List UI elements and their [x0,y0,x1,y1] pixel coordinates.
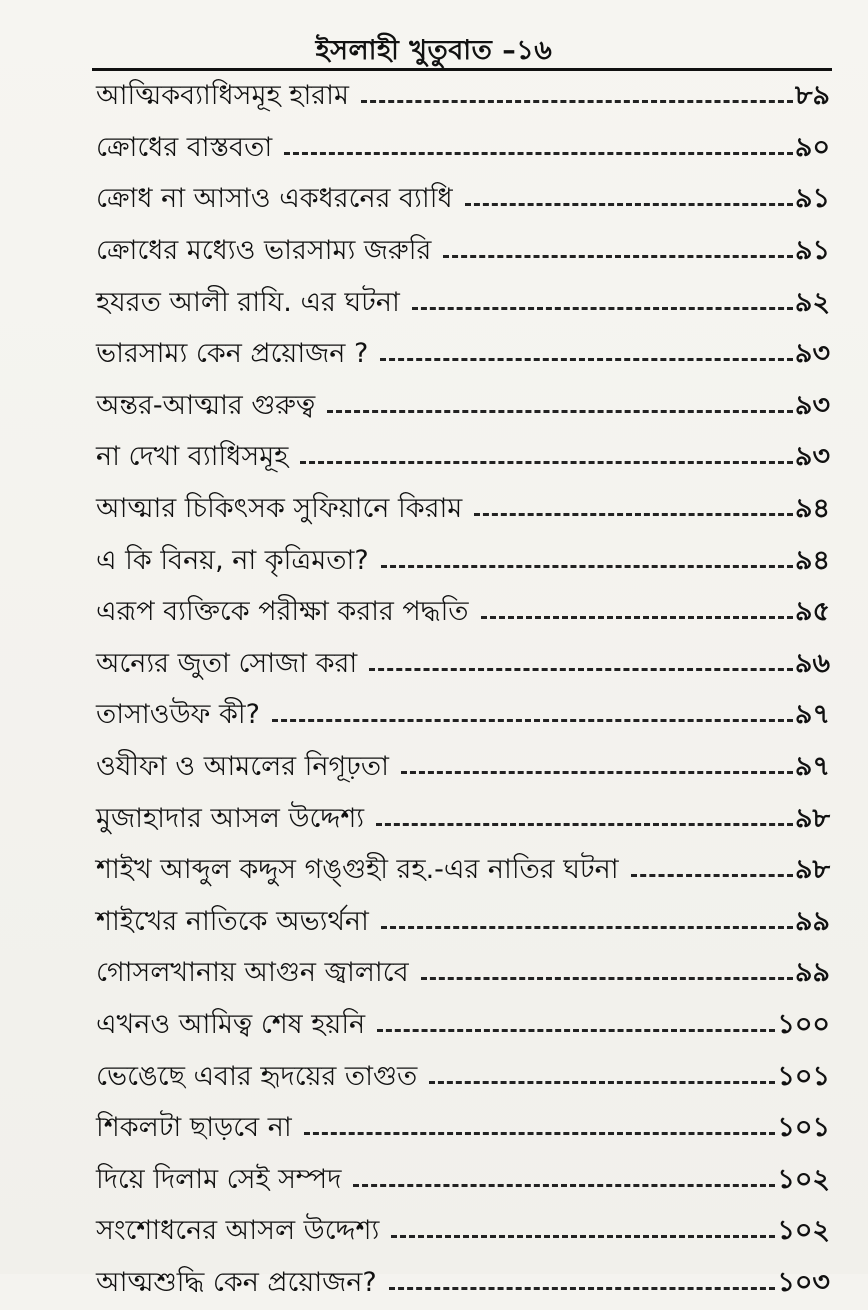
toc-leader [300,461,793,464]
toc-entry [96,1052,830,1104]
toc-entry [96,949,830,1001]
toc-leader [369,668,793,671]
toc-entry-page: ১০৩ [777,1266,830,1298]
toc-leader [284,152,793,155]
toc-entry-page: ১০০ [777,1008,830,1040]
toc-entry-title: এখনও আমিত্ব শেষ হয়নি [96,1008,366,1040]
toc-entry-title: অন্যের জুতা সোজা করা [96,647,358,679]
toc-entry-page: ১০২ [777,1215,830,1247]
toc-entry-title: দিয়ে দিলাম সেই সম্পদ [96,1163,342,1195]
toc-entry-page: ৯৪ [794,544,830,576]
toc-entry [96,1207,830,1259]
toc-entry [96,898,830,950]
toc-entry-title: শিকলটা ছাড়বে না [96,1112,292,1144]
toc-entry-page: ৯৭ [794,751,830,783]
toc-entry-title: অন্তর-আত্মার গুরুত্ব [96,389,316,421]
toc-entry-page: ১০১ [777,1060,830,1092]
toc-entry [96,485,830,537]
toc-entry [96,330,830,382]
toc-entry-title: শাইখের নাতিকে অভ্যর্থনা [96,905,369,937]
toc-leader [465,203,793,206]
toc-leader [429,1081,775,1084]
toc-entry-title: ভেঙেছে এবার হৃদয়ের তাগুত [96,1060,418,1092]
toc-entry-page: ৮৯ [794,80,830,112]
toc-entry-title: ভারসাম্য কেন প্রয়োজন ? [96,338,369,370]
toc-leader [481,616,793,619]
toc-entry [96,278,830,330]
toc-entry-page: ৯৩ [794,441,830,473]
toc-entry [96,846,830,898]
toc-leader [391,1235,775,1238]
toc-leader [381,926,793,929]
toc-leader [376,823,793,826]
toc-leader [353,1184,775,1187]
toc-entry [96,691,830,743]
toc-entry-page: ৯২ [794,286,830,318]
toc-leader [327,410,793,413]
toc-entry-title: ক্রোধ না আসাও একধরনের ব্যাধি [96,183,453,215]
toc-entry [96,124,830,176]
toc-entry-title: না দেখা ব্যাধিসমূহ [96,441,289,473]
toc-leader [474,513,793,516]
toc-leader [389,1287,776,1290]
toc-entry-title: এরূপ ব্যক্তিকে পরীক্ষা করার পদ্ধতি [96,596,469,628]
toc-leader [304,1132,776,1135]
toc-entry [96,1155,830,1207]
toc-entry-title: এ কি বিনয়, না কৃত্রিমতা? [96,544,369,576]
toc-entry-page: ৯৭ [794,699,830,731]
toc-entry [96,743,830,795]
toc-entry [96,640,830,692]
toc-entry-page: ৯৮ [794,802,830,834]
toc-leader [631,874,793,877]
toc-entry [96,382,830,434]
toc-entry-page: ৯৬ [794,647,830,679]
toc-entry [96,794,830,846]
toc-entry [96,588,830,640]
toc-entry-page: ৯৩ [794,338,830,370]
toc-entry-page: ৯১ [794,183,830,215]
toc-entry-title: আত্মশুদ্ধি কেন প্রয়োজন? [96,1266,377,1298]
toc-entry-page: ১০২ [777,1163,830,1195]
table-of-contents [96,72,830,1310]
toc-leader [443,255,793,258]
toc-leader [361,100,793,103]
toc-entry-page: ৯৪ [794,493,830,525]
toc-leader [421,977,793,980]
toc-entry-page: ৯৮ [794,854,830,886]
toc-entry [96,433,830,485]
toc-entry [96,1001,830,1053]
toc-entry-title: হযরত আলী রাযি. এর ঘটনা [96,286,400,318]
toc-entry [96,175,830,227]
toc-leader [381,565,793,568]
toc-entry-page: ৯৩ [794,389,830,421]
toc-entry-title: ক্রোধের বাস্তবতা [96,131,273,163]
toc-entry-title: শাইখ আব্দুল কদ্দুস গঙ্গুহী রহ.-এর নাতির ঘটনা [96,854,619,886]
toc-entry-title: তাসাওউফ কী? [96,699,260,731]
toc-entry-title: মুজাহাদার আসল উদ্দেশ্য [96,802,365,834]
toc-entry-page: ৯৯ [794,905,830,937]
toc-leader [412,307,793,310]
toc-entry-title: ক্রোধের মধ্যেও ভারসাম্য জরুরি [96,235,432,267]
toc-leader [377,1029,775,1032]
toc-entry-page: ৯১ [794,235,830,267]
toc-entry [96,1259,830,1310]
toc-entry-page: ১০১ [777,1112,830,1144]
toc-leader [401,771,793,774]
toc-leader [272,719,793,722]
toc-leader [380,358,793,361]
toc-entry-title: গোসলখানায় আগুন জ্বালাবে [96,957,409,989]
running-header-title: ইসলাহী খুতুবাত –১৬ [315,35,553,66]
toc-entry-page: ৯০ [794,131,830,163]
toc-entry [96,227,830,279]
toc-entry-page: ৯৫ [794,596,830,628]
toc-entry-page: ৯৯ [794,957,830,989]
toc-entry [96,1104,830,1156]
toc-entry-title: ওযীফা ও আমলের নিগূঢ়তা [96,751,389,783]
header-rule [92,68,832,71]
toc-entry-title: আত্মার চিকিৎসক সুফিয়ানে কিরাম [96,493,463,525]
toc-entry-title: সংশোধনের আসল উদ্দেশ্য [96,1215,380,1247]
toc-entry [96,536,830,588]
toc-entry-title: আত্মিকব্যাধিসমূহ হারাম [96,80,349,112]
toc-entry [96,72,830,124]
